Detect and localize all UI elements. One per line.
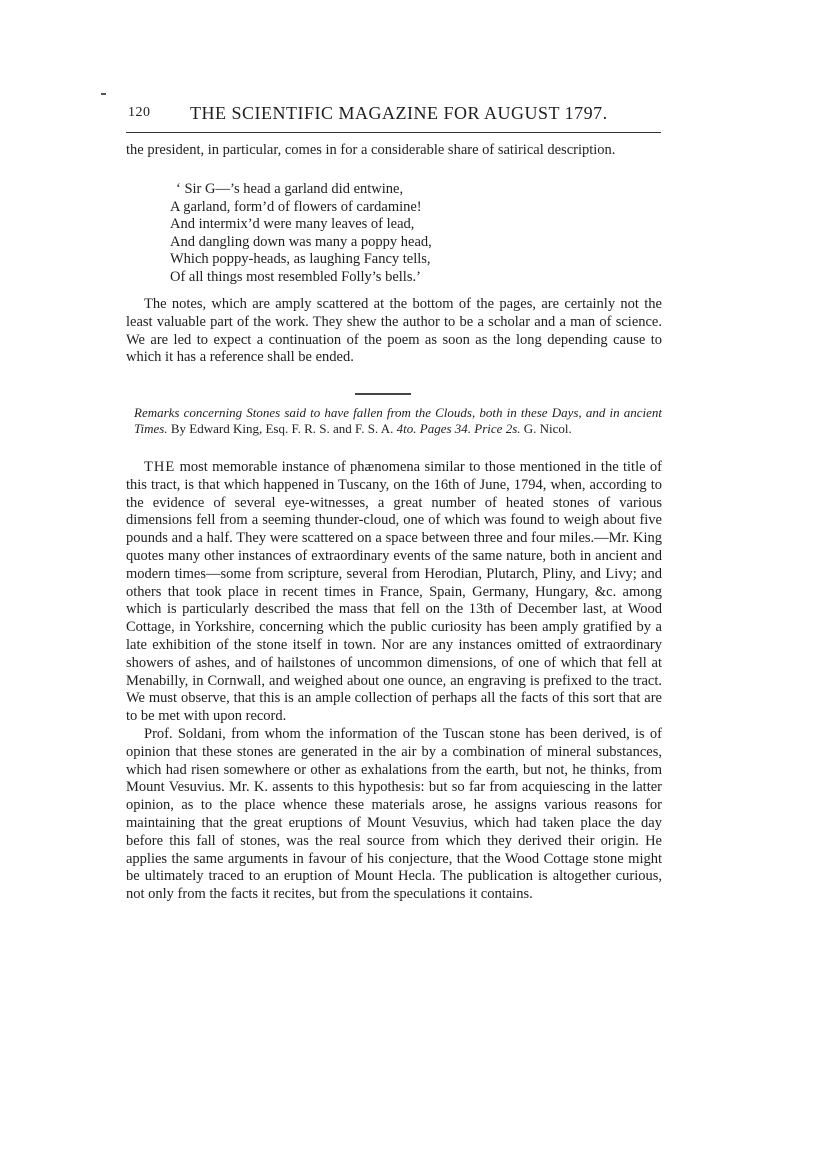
section-divider: [355, 393, 411, 395]
intro-paragraph: [126, 142, 662, 160]
notes-paragraph: [126, 296, 662, 367]
review-citation: [134, 405, 662, 437]
opening-word: THE: [144, 459, 176, 475]
notes-text: The notes, which are amply scattered at the bottom of the pages, are certainly not the least valuable part of the work. They shew the author to be a scholar and a man of science. We are led to expect a continuation of the poem as soon as the long depending cause to which it has a reference shall be ended.: [126, 296, 662, 366]
citation-publisher: G. Nicol.: [523, 421, 572, 436]
verse-line: Which poppy-heads, as laughing Fancy tells,: [170, 251, 431, 268]
citation-author: By Edward King, Esq. F. R. S. and F. S. A.: [170, 421, 394, 436]
verse-line: And dangling down was many a poppy head,: [170, 233, 432, 250]
review-paragraph-text: most memorable instance of phænomena similar to those mentioned in the title of this tract, is that which happened in Tuscany, on the 16th of June, 1794, when, according to the evidence of several eye-witnesses, a great number of heated stones of various dimensions fell from a seeming thunder-cloud, one of which was found to weigh about five pounds and a half. They were scattered on a space between three and four miles.—Mr. King quotes many other instances of extraordinary events of the same nature, both in ancient and modern times—some from scripture, several from Herodian, Plutarch, Pliny, and Livy; and others that took place in recent times in France, Spain, Germany, Hungary, &c. among which is particularly described the mass that fell on the 13th of December last, at Wood Cottage, in Yorkshire, concerning which the public curiosity has been amply gratified by a late exhibition of the stone itself in town. Nor are any instances omitted of extraordinary showers of ashes, and of hailstones of uncommon dimensions, of one of which that fell at Menabilly, in Cornwall, and weighed about one ounce, an engraving is prefixed to the tract. We must observe, that this is an ample collection of perhaps all the facts of this sort that are to be met with upon record.: [126, 459, 662, 725]
verse-line: Of all things most resembled Folly’s bells.’: [170, 268, 421, 285]
intro-text: the president, in particular, comes in for a considerable share of satirical description.: [126, 142, 616, 158]
verse-quotation: [170, 181, 640, 287]
header-rule: [126, 132, 661, 133]
margin-mark: [101, 93, 106, 95]
page-number: 120: [128, 105, 151, 120]
citation-details: 4to. Pages 34. Price 2s.: [396, 421, 521, 436]
journal-title: THE SCIENTIFIC MAGAZINE FOR AUGUST 1797.: [190, 103, 608, 123]
verse-line: ‘ Sir G—’s head a garland did entwine,: [176, 181, 404, 197]
verse-line: A garland, form’d of flowers of cardamine!: [170, 198, 422, 215]
citation-title: Remarks concerning Stones said to have fallen from the Clouds, both in these Days, and in ancient Times.: [134, 405, 662, 436]
review-paragraph: [126, 459, 662, 726]
review-body: [126, 459, 662, 904]
verse-line: And intermix’d were many leaves of lead,: [170, 216, 415, 233]
running-head: [128, 103, 660, 127]
review-paragraph: Prof. Soldani, from whom the information of the Tuscan stone has been derived, is of opinion that these stones are generated in the air by a combination of mineral substances, which had risen somewhere or other as exhalations from the earth, but not, he thinks, from Mount Vesuvius. Mr. K. assents to this hypothesis: but so far from acquiescing in the latter opinion, as to the place whence these materials arose, he assigns various reasons for maintaining that the great eruptions of Mount Vesuvius, which had taken place the day before this fall of stones, was the real source from which they derived their origin. He applies the same arguments in favour of his conjecture, that the Wood Cottage stone might be ultimately traced to an eruption of Mount Hecla. The publication is altogether curious, not only from the facts it recites, but from the speculations it contains.: [126, 725, 662, 903]
